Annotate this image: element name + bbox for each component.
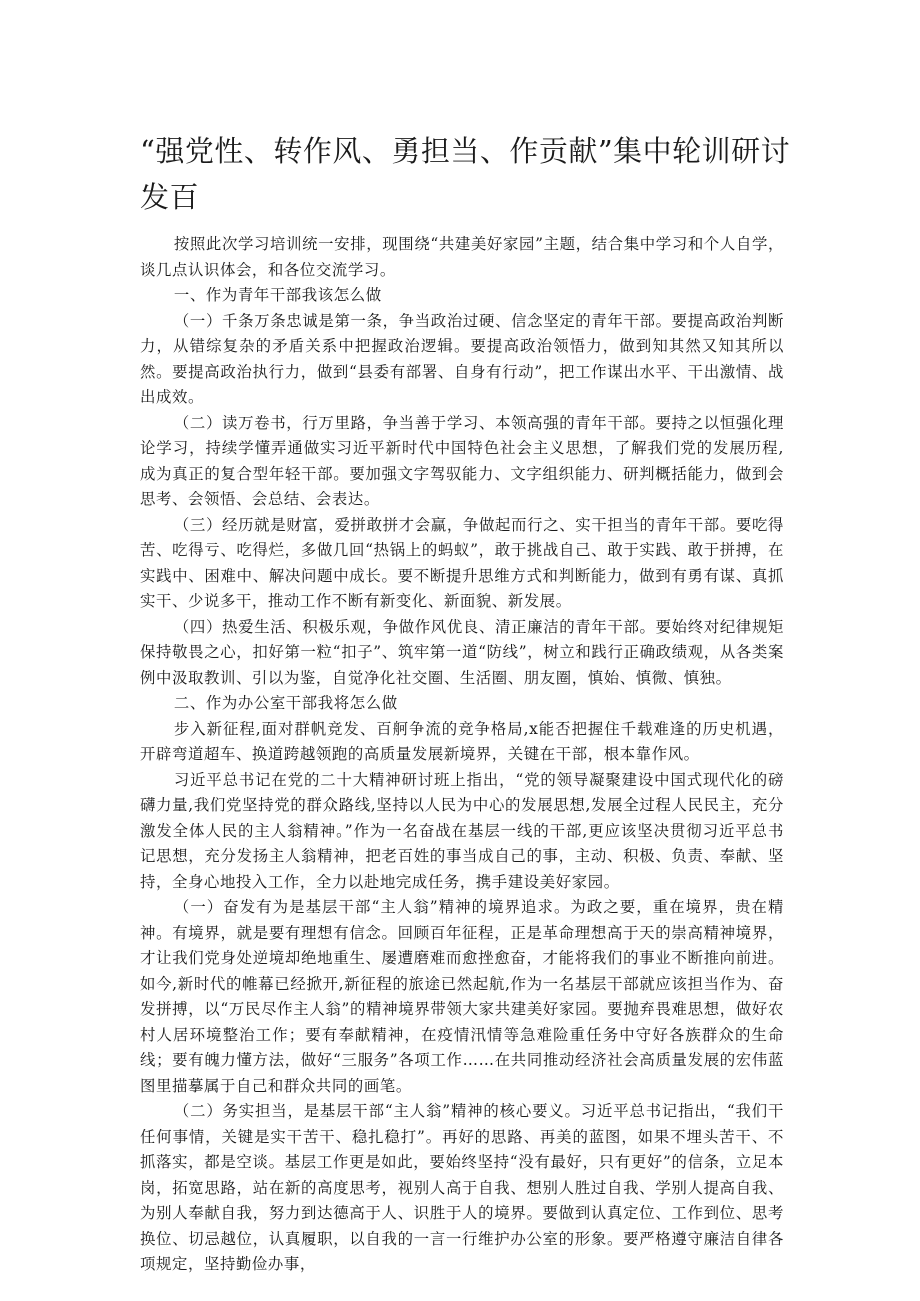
section-heading-1: 一、作为青年干部我该怎么做 [173,286,382,304]
paragraph-2-quote: 习近平总书记在党的二十大精神研讨班上指出，“党的领导凝聚建设中国式现代化的磅礴力量,我们党坚持党的群众路线,坚持以人民为中心的发展思想,发展全过程人民民主，充分激发全体人民的主人翁精神。”作为一名奋战在基层一线的干部,更应该坚决贯彻习近平总书记思想，充分发扬主人翁精神，把老百姓的事当成自己的事，主动、积极、负责、奉献、坚持，全身心地投入工作，全力以赴地完成任务，携手建设美好家园。 [140,770,784,891]
paragraph-1-2: （二）读万卷书，行万里路，争当善于学习、本领高强的青年干部。要持之以恒强化理论学习，持续学懂弄通做实习近平新时代中国特色社会主义思想，了解我们党的发展历程,成为真正的复合型年轻干部。要加强文字驾驭能力、文字组织能力、研判概括能力，做到会思考、会领悟、会总结、会表达。 [140,413,784,508]
paragraph-1-3: （三）经历就是财富，爱拼敢拼才会赢，争做起而行之、实干担当的青年干部。要吃得苦、吃得亏、吃得烂，多做几回“热锅上的蚂蚁”，敢于挑战自己、敢于实践、敢于拼搏，在实践中、困难中、解决问题中成长。要不断提升思维方式和判断能力，做到有勇有谋、真抓实干、少说多干，推动工作不断有新变化、新面貌、新发展。 [140,515,784,610]
paragraph-1-4: （四）热爱生活、积极乐观，争做作风优良、清正廉洁的青年干部。要始终对纪律规矩保持敬畏之心，扣好第一粒“扣子”、筑牢第一道“防线”，树立和践行正确政绩观，从各类案例中汲取教训、引以为鉴，自觉净化社交圈、生活圈、朋友圈，慎始、慎微、慎独。 [140,617,784,687]
paragraph-1-1: （一）千条万条忠诚是第一条，争当政治过硬、信念坚定的青年干部。要提高政治判断力，从错综复杂的矛盾关系中把握政治逻辑。要提高政治领悟力，做到知其然又知其所以然。要提高政治执行力，做到“县委有部署、自身有行动”，把工作谋出水平、干出激情、战出成效。 [140,311,784,406]
document-title: “强党性、转作风、勇担当、作贡献”集中轮训研讨发百 [140,134,791,214]
document-body [140,232,784,1278]
paragraph-2-intro: 步入新征程,面对群帆竞发、百舸争流的竞争格局,x能否把握住千载难逢的历史机遇，开辟弯道超车、换道跨越领跑的高质量发展新境界，关键在干部，根本靠作风。 [140,719,784,763]
paragraph-2-2: （二）务实担当，是基层干部“主人翁”精神的核心要义。习近平总书记指出，“我们干任何事情，关键是实干苦干、稳扎稳打”。再好的思路、再美的蓝图，如果不埋头苦干、不抓落实，都是空谈。基层工作更是如此，要始终坚持“没有最好，只有更好”的信条，立足本岗，拓宽思路，站在新的高度思考，视别人高于自我、想别人胜过自我、学别人提高自我、为别人奉献自我，努力到达德高于人、识胜于人的境界。要做到认真定位、工作到位、思考换位、切忌越位，认真履职，以自我的一言一行维护办公室的形象。要严格遵守廉洁自律各项规定，坚持勤俭办事， [140,1102,784,1273]
section-heading-2: 二、作为办公室干部我将怎么做 [173,694,398,712]
paragraph-2-1: （一）奋发有为是基层干部“主人翁”精神的境界追求。为政之要，重在境界，贵在精神。有境界，就是要有理想有信念。回顾百年征程，正是革命理想高于天的崇高精神境界，才让我们党身处逆境却绝地重生、屡遭磨难而愈挫愈奋，才能将我们的事业不断推向前进。如今,新时代的帷幕已经掀开,新征程的旅途已然起航,作为一名基层干部就应该担当作为、奋发拼搏，以“万民尽作主人翁”的精神境界带领大家共建美好家园。要抛弃畏难思想，做好农村人居环境整治工作；要有奉献精神，在疫情汛情等急难险重任务中守好各族群众的生命线；要有魄力懂方法，做好“三服务”各项工作……在共同推动经济社会高质量发展的宏伟蓝图里描摹属于自己和群众共同的画笔。 [140,898,784,1095]
intro-paragraph: 按照此次学习培训统一安排，现围绕“共建美好家园”主题，结合集中学习和个人自学，谈几点认识体会，和各位交流学习。 [140,235,784,279]
